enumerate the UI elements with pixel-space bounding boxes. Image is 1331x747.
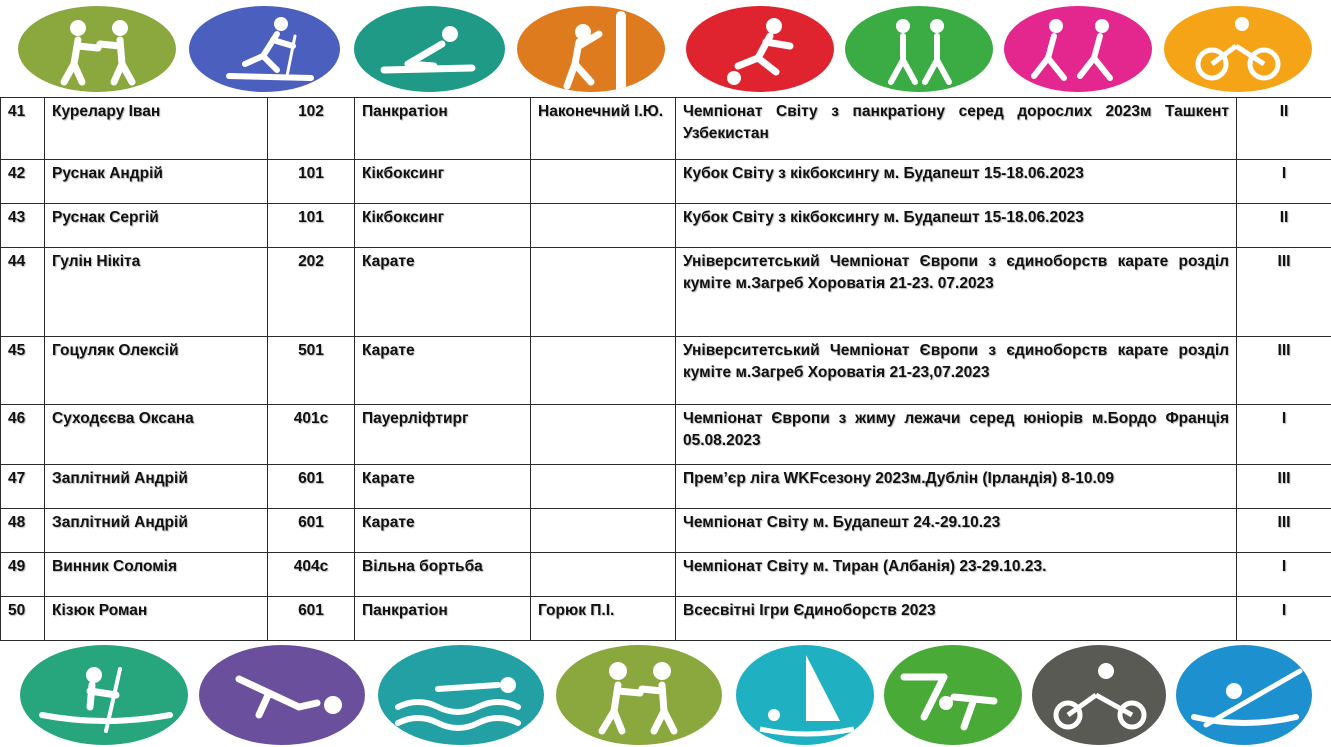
- boxing-pair-icon: [556, 645, 722, 745]
- athlete-name: Гулін Нікіта: [45, 248, 268, 337]
- sport-name: Вільна бортьба: [355, 553, 531, 597]
- coach-name: [531, 248, 676, 337]
- place: І: [1237, 597, 1331, 641]
- sport-name: Панкратіон: [355, 98, 531, 160]
- kayaking-icon: [1176, 645, 1312, 745]
- row-number: 45: [1, 337, 45, 405]
- event-name: Всесвітні Ігри Єдиноборств 2023: [676, 597, 1237, 641]
- place: ІІІ: [1237, 337, 1331, 405]
- motorcycling-icon: [1032, 645, 1166, 745]
- athlete-name: Заплітний Андрій: [45, 509, 268, 553]
- sport-name: Карате: [355, 509, 531, 553]
- athlete-name: Суходєєва Оксана: [45, 405, 268, 465]
- wrestling-icon: [884, 645, 1022, 745]
- group-code: 601: [268, 465, 355, 509]
- luge-icon: [354, 6, 505, 92]
- running-pair-icon: [1004, 6, 1152, 92]
- results-table: [0, 97, 1331, 641]
- event-name: Кубок Світу з кікбоксингу м. Будапешт 15-18.06.2023: [676, 160, 1237, 204]
- group-code: 202: [268, 248, 355, 337]
- sailing-icon: [736, 645, 874, 745]
- table-row: [1, 597, 1331, 641]
- event-name: Чемпіонат Світу з панкратіону серед дорослих 2023м Ташкент Узбекистан: [676, 98, 1237, 160]
- row-number: 47: [1, 465, 45, 509]
- table-row: [1, 98, 1331, 160]
- footer-icon-strip: [0, 640, 1331, 747]
- athlete-name: Заплітний Андрій: [45, 465, 268, 509]
- sport-name: Карате: [355, 465, 531, 509]
- coach-name: Наконечний І.Ю.: [531, 98, 676, 160]
- nordic-walking-icon: [845, 6, 993, 92]
- table-row: [1, 337, 1331, 405]
- climbing-icon: [517, 6, 665, 92]
- sport-name: Пауерліфтирг: [355, 405, 531, 465]
- event-name: Прем’єр ліга WKFсезону 2023м.Дублін (Ірландія) 8-10.09: [676, 465, 1237, 509]
- coach-name: Горюк П.І.: [531, 597, 676, 641]
- coach-name: [531, 509, 676, 553]
- row-number: 42: [1, 160, 45, 204]
- athlete-name: Кізюк Роман: [45, 597, 268, 641]
- event-name: Університетський Чемпіонат Європи з єдиноборств карате розділ куміте м.Загреб Хороватія 21-23. 07.2023: [676, 248, 1237, 337]
- group-code: 101: [268, 160, 355, 204]
- place: ІІІ: [1237, 509, 1331, 553]
- group-code: 401с: [268, 405, 355, 465]
- canoeing-icon: [20, 645, 188, 745]
- event-name: Чемпіонат Європи з жиму лежачи серед юніорів м.Бордо Франція 05.08.2023: [676, 405, 1237, 465]
- header-icon-strip: [0, 0, 1331, 97]
- group-code: 404с: [268, 553, 355, 597]
- row-number: 44: [1, 248, 45, 337]
- table-row: [1, 405, 1331, 465]
- place: І: [1237, 553, 1331, 597]
- table-row: [1, 160, 1331, 204]
- diving-icon: [199, 645, 365, 745]
- row-number: 46: [1, 405, 45, 465]
- event-name: Кубок Світу з кікбоксингу м. Будапешт 15-18.06.2023: [676, 204, 1237, 248]
- coach-name: [531, 204, 676, 248]
- table-row: [1, 248, 1331, 337]
- athlete-name: Руснак Андрій: [45, 160, 268, 204]
- sport-name: Карате: [355, 248, 531, 337]
- row-number: 48: [1, 509, 45, 553]
- coach-name: [531, 160, 676, 204]
- event-name: Чемпіонат Світу м. Тиран (Албанія) 23-29.10.23.: [676, 553, 1237, 597]
- coach-name: [531, 405, 676, 465]
- place: ІІІ: [1237, 248, 1331, 337]
- football-icon: [686, 6, 834, 92]
- athlete-name: Гоцуляк Олексій: [45, 337, 268, 405]
- coach-name: [531, 553, 676, 597]
- row-number: 49: [1, 553, 45, 597]
- sport-name: Панкратіон: [355, 597, 531, 641]
- row-number: 41: [1, 98, 45, 160]
- coach-name: [531, 337, 676, 405]
- table-row: [1, 465, 1331, 509]
- table-row: [1, 509, 1331, 553]
- place: І: [1237, 405, 1331, 465]
- place: І: [1237, 160, 1331, 204]
- athlete-name: Руснак Сергій: [45, 204, 268, 248]
- place: ІІ: [1237, 98, 1331, 160]
- athlete-name: Курелару Іван: [45, 98, 268, 160]
- group-code: 601: [268, 509, 355, 553]
- row-number: 43: [1, 204, 45, 248]
- coach-name: [531, 465, 676, 509]
- group-code: 601: [268, 597, 355, 641]
- row-number: 50: [1, 597, 45, 641]
- swimming-icon: [378, 645, 544, 745]
- sport-name: Карате: [355, 337, 531, 405]
- group-code: 101: [268, 204, 355, 248]
- place: ІІ: [1237, 204, 1331, 248]
- cross-country-skiing-icon: [189, 6, 340, 92]
- boxing-pair-icon: [18, 6, 176, 92]
- cycling-icon: [1164, 6, 1312, 92]
- athlete-name: Винник Соломія: [45, 553, 268, 597]
- group-code: 102: [268, 98, 355, 160]
- table-row: [1, 204, 1331, 248]
- sport-name: Кікбоксинг: [355, 204, 531, 248]
- group-code: 501: [268, 337, 355, 405]
- table-row: [1, 553, 1331, 597]
- place: ІІІ: [1237, 465, 1331, 509]
- event-name: Чемпіонат Світу м. Будапешт 24.-29.10.23: [676, 509, 1237, 553]
- event-name: Університетський Чемпіонат Європи з єдиноборств карате розділ куміте м.Загреб Хороватія 21-23,07.2023: [676, 337, 1237, 405]
- sport-name: Кікбоксинг: [355, 160, 531, 204]
